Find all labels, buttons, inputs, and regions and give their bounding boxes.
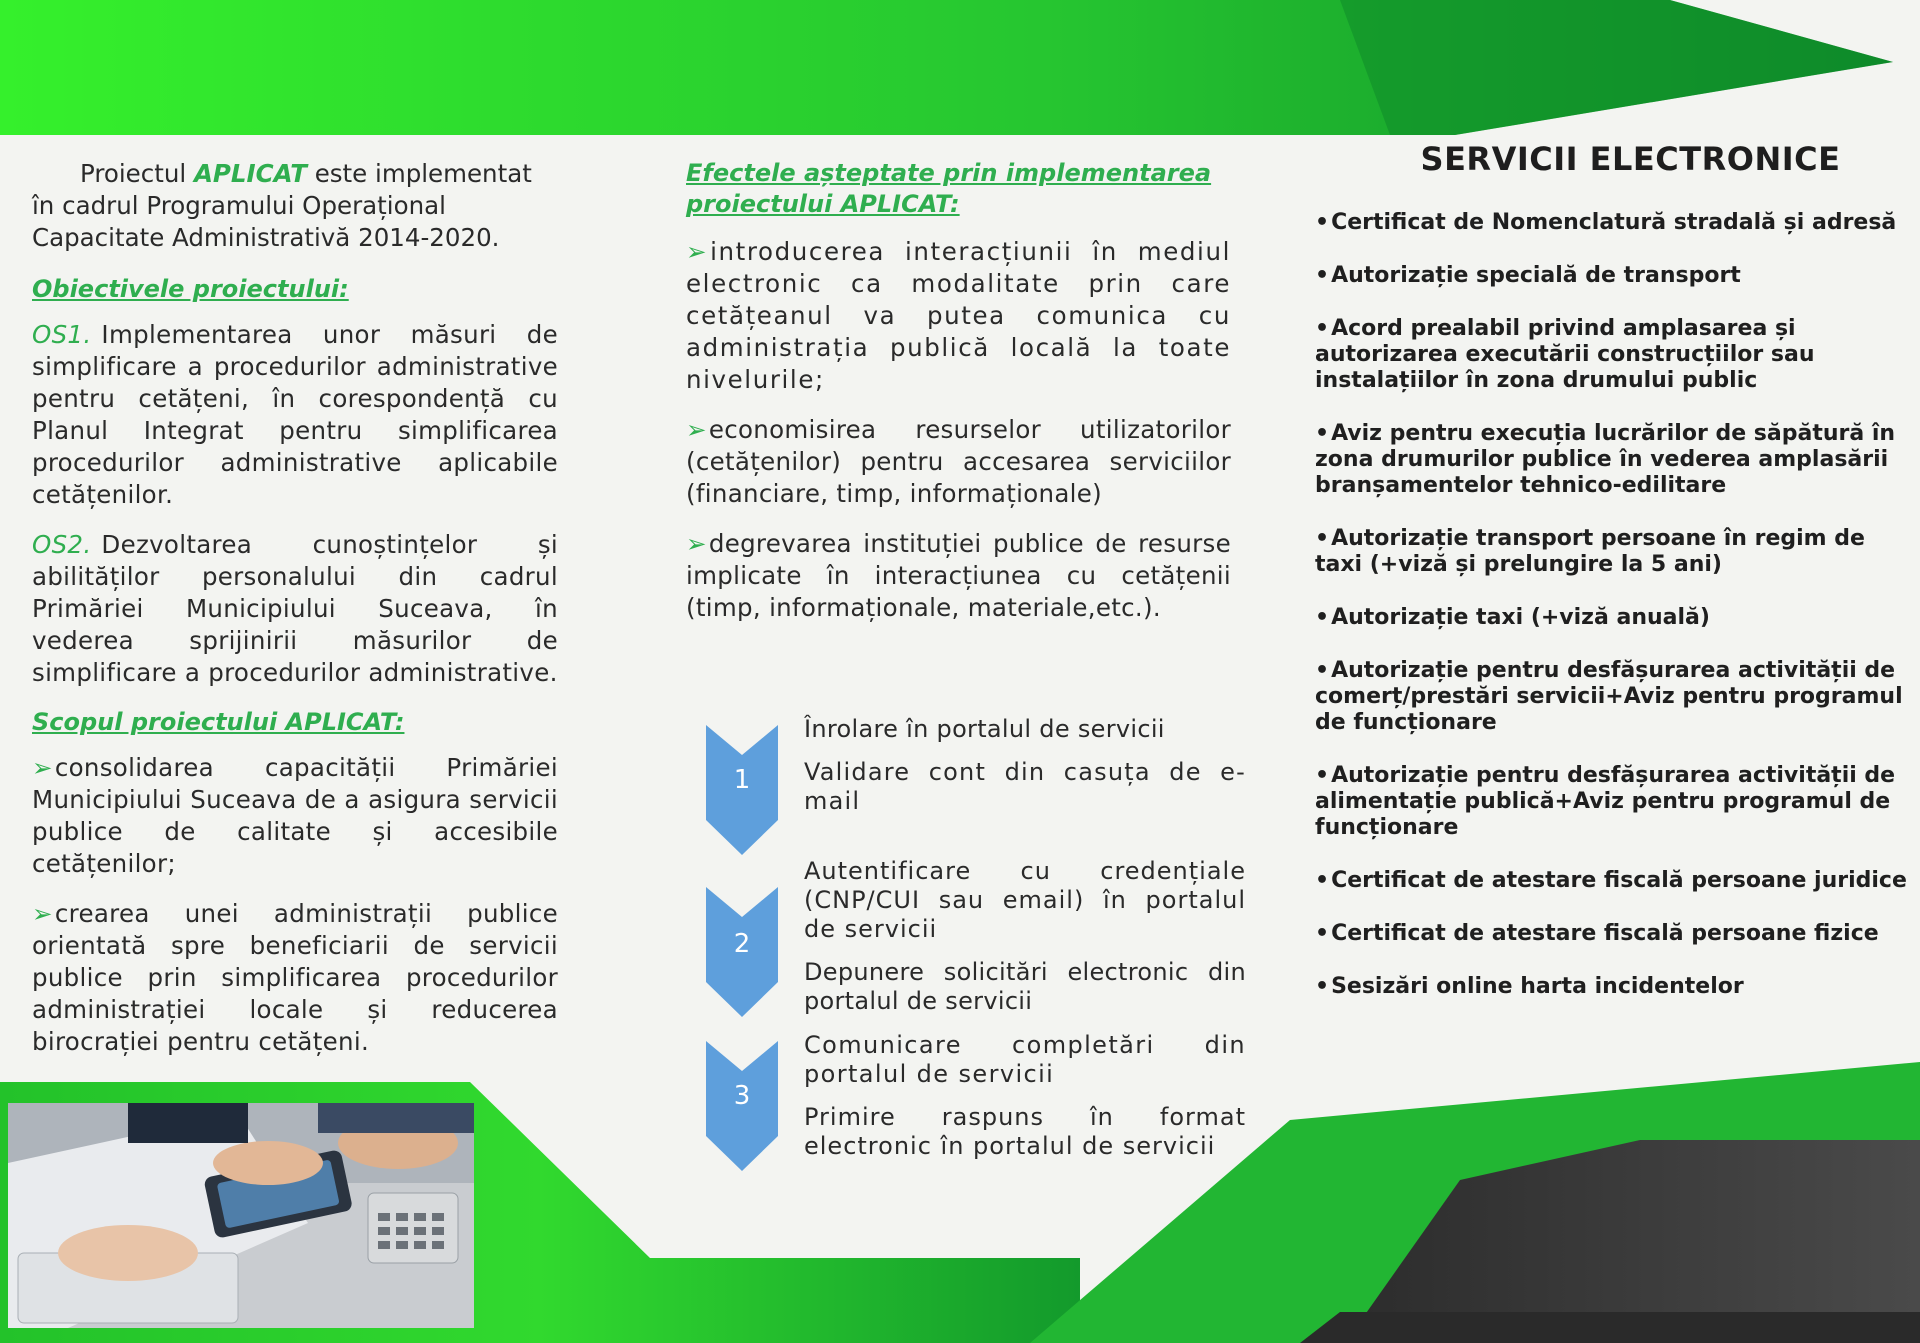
objective-os2 [32, 529, 558, 689]
effects-heading: Efectele așteptate prin implementarea proiectului APLICAT: [686, 159, 1212, 218]
service-item: • Autorizație specială de transport [1313, 263, 1918, 289]
service-item: • Sesizări online harta incidentelor [1313, 974, 1918, 1000]
scope-item: ➢ consolidarea capacității Primăriei Municipiului Suceava de a asigura servicii publice de calitate și accesibile cetățenilor; [32, 752, 558, 880]
effect-item: ➢ economisirea resurselor utilizatorilor (cetățenilor) pentru accesarea serviciilor (financiare, timp, informaționale) [686, 414, 1231, 510]
step-text: Autentificare cu credențiale (CNP/CUI sau email) în portalul de servicii [804, 857, 1246, 943]
process-steps [686, 715, 1246, 1181]
right-column [1313, 140, 1918, 1027]
step-number: 2 [733, 929, 751, 959]
step-text: Primire raspuns în format electronic în portalul de servicii [804, 1103, 1246, 1160]
os2-text: Dezvoltarea cunoștințelor și abilităților personalului din cadrul Primăriei Municipiului Suceava, în vederea sprijinirii măsurilor de simplificare a procedurilor administrative. [32, 530, 558, 687]
step-text: Depunere solicitări electronic din portalul de servicii [804, 958, 1246, 1015]
service-item: • Acord prealabil privind amplasarea și autorizarea executării construcțiilor sau instalațiilor în zona drumului public [1313, 316, 1918, 394]
service-item: • Certificat de atestare fiscală persoane fizice [1313, 921, 1918, 947]
middle-column [686, 158, 1231, 642]
service-item: • Autorizație pentru desfășurarea activității de comerț/prestări servicii+Aviz pentru programul de funcționare [1313, 658, 1918, 736]
services-list [1313, 210, 1918, 1000]
step-text: Validare cont din casuța de e-mail [804, 758, 1246, 815]
objective-os1 [32, 319, 558, 511]
effect-item: ➢ introducerea interacțiunii în mediul electronic ca modalitate prin care cetățeanul va putea comunica cu administrația publică locală la toate nivelurile; [686, 236, 1231, 396]
services-title: SERVICII ELECTRONICE [1420, 140, 1841, 178]
step-text: Comunicare completări din portalul de servicii [804, 1031, 1246, 1088]
os1-text: Implementarea unor măsuri de simplificare a procedurilor administrative pentru cetățeni, în corespondență cu Planul Integrat pentru simplificarea procedurilor administrative aplicabile cetățenilor. [32, 320, 558, 509]
scope-item: ➢ crearea unei administrații publice orientată spre beneficiarii de servicii publice prin simplificarea procedurilor administrației locale și reducerea birocrației pentru cetățeni. [32, 898, 558, 1058]
step-number: 3 [733, 1081, 751, 1111]
scope-heading: Scopul proiectului APLICAT: [32, 708, 405, 736]
service-item: • Autorizație taxi (+viză anuală) [1313, 605, 1918, 631]
office-photo [8, 1103, 474, 1328]
left-column [32, 158, 558, 1076]
step-2 [686, 857, 1246, 1037]
intro-prefix: Proiectul [80, 159, 194, 188]
os2-label: OS2. [32, 530, 92, 559]
intro-paragraph [32, 158, 558, 254]
project-name: APLICAT [193, 159, 307, 188]
service-item: • Autorizație pentru desfășurarea activității de alimentație publică+Aviz pentru programul de funcționare [1313, 763, 1918, 841]
effect-item: ➢ degrevarea instituției publice de resurse implicate în interacțiunea cu cetățenii (timp, informaționale, materiale,etc.). [686, 528, 1231, 624]
intro-rest: este implementat în cadrul Programului Operațional Capacitate Administrativă 2014-2020. [32, 159, 532, 252]
step-number: 1 [733, 765, 751, 795]
service-item: • Certificat de Nomenclatură stradală și adresă [1313, 210, 1918, 236]
objectives-heading: Obiectivele proiectului: [32, 275, 349, 303]
service-item: • Aviz pentru execuția lucrărilor de săpătură în zona drumurilor publice în vederea amplasării branșamentelor tehnico-edilitare [1313, 421, 1918, 499]
step-3 [686, 1031, 1246, 1181]
service-item: • Certificat de atestare fiscală persoane juridice [1313, 868, 1918, 894]
service-item: • Autorizație transport persoane în regim de taxi (+viză și prelungire la 5 ani) [1313, 526, 1918, 578]
step-text: Înrolare în portalul de servicii [804, 715, 1165, 743]
bottom-right-dark-lower [1300, 1312, 1920, 1343]
os1-label: OS1. [32, 320, 92, 349]
top-green-dark-wedge [1340, 0, 1893, 135]
step-1 [686, 715, 1246, 865]
